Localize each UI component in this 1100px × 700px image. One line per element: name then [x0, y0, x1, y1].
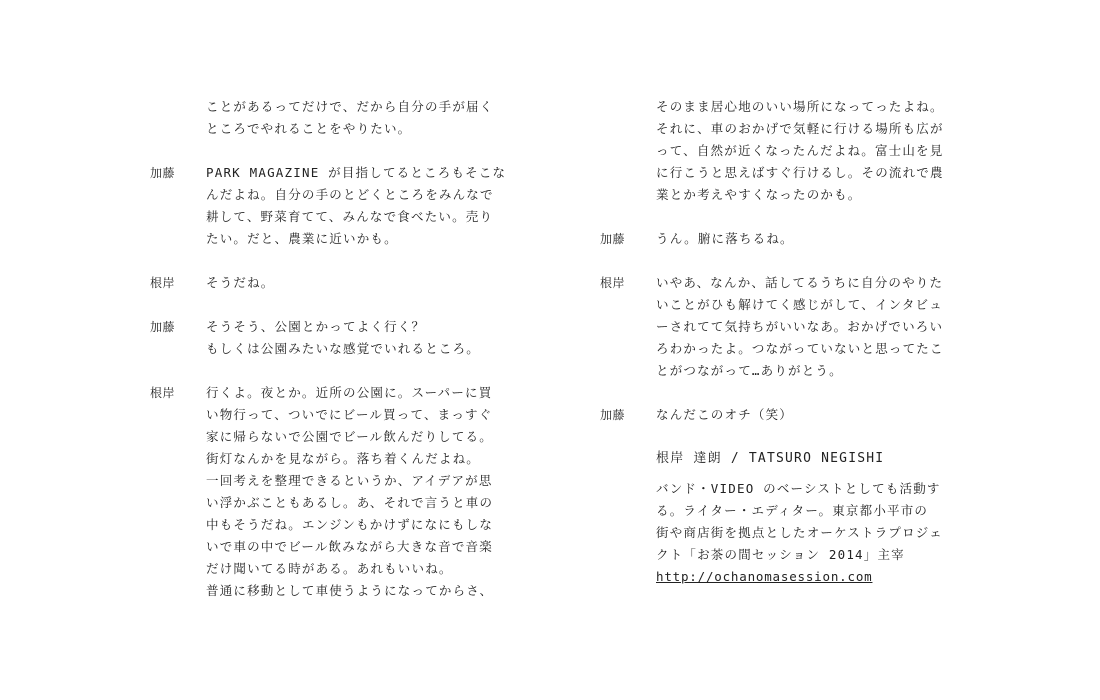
profile-name: 根岸 達朗 / TATSURO NEGISHI [656, 451, 885, 466]
dialogue-entry [150, 96, 510, 140]
left-column [150, 96, 510, 624]
dialogue-entry [600, 96, 970, 206]
speaker-name: 加藤 [600, 232, 626, 246]
dialogue-entry [150, 162, 510, 250]
author-profile [656, 448, 970, 588]
speaker-name: 根岸 [150, 276, 176, 290]
dialogue-entry [150, 316, 510, 360]
dialogue-entry [150, 272, 510, 294]
dialogue-entry [600, 272, 970, 382]
dialogue-text: いやあ、なんか、話してるうちに自分のやりた いことがひも解けてく感じがして、インタビュ ーされてて気持ちがいいなあ。おかげでいろい ろわかったよ。つながっていないと思ってたこ とがつながって…ありがとう。 [656, 275, 944, 378]
right-column [600, 96, 970, 588]
profile-link[interactable]: http://ochanomasession.com [656, 569, 873, 584]
dialogue-text: PARK MAGAZINE が目指してるところもそこな んだよね。自分の手のとどくところをみんなで 耕して、野菜育てて、みんなで食べたい。売り たい。だと、農業に近いかも。 [206, 165, 507, 246]
speaker-name: 加藤 [600, 408, 626, 422]
dialogue-text: なんだこのオチ（笑） [656, 407, 794, 422]
profile-bio: バンド・VIDEO のベーシストとしても活動す る。ライター・エディター。東京都小平市の 街や商店街を拠点としたオーケストラプロジェ クト「お茶の間セッション 2014」主宰 [656, 481, 943, 562]
dialogue-text: そうそう、公園とかってよく行く？ もしくは公園みたいな感覚でいれるところ。 [206, 319, 481, 356]
speaker-name: 根岸 [600, 276, 626, 290]
speaker-name: 加藤 [150, 320, 176, 334]
dialogue-entry [600, 404, 970, 426]
speaker-name [150, 96, 206, 140]
speaker-name: 加藤 [150, 166, 176, 180]
dialogue-text: そうだね。 [206, 275, 275, 290]
dialogue-text: 行くよ。夜とか。近所の公園に。スーパーに買 い物行って、ついでにビール買って、まっすぐ 家に帰らないで公園でビール飲んだりしてる。 街灯なんかを見ながら。落ち着くんだよね。 一回考えを整理できるというか、アイデアが思 い浮かぶこともあるし。あ、それで言うと車の 中もそうだね。エンジンもかけずになにもしな いで車の中でビール飲みながら大きな音で音楽 だけ聞いてる時がある。あれもいいね。 普通に移動として車使うようになってからさ、 [206, 385, 494, 598]
dialogue-entry [600, 228, 970, 250]
speaker-name [600, 96, 656, 206]
dialogue-text: ことがあるってだけで、だから自分の手が届く ところでやれることをやりたい。 [206, 99, 494, 136]
dialogue-text: そのまま居心地のいい場所になってったよね。 それに、車のおかげで気軽に行ける場所も広が って、自然が近くなったんだよね。富士山を見 に行こうと思えばすぐ行けるし。その流れで農 業とか考えやすくなったのかも。 [656, 99, 944, 202]
dialogue-entry [150, 382, 510, 602]
speaker-name: 根岸 [150, 386, 176, 400]
dialogue-text: うん。腑に落ちるね。 [656, 231, 794, 246]
